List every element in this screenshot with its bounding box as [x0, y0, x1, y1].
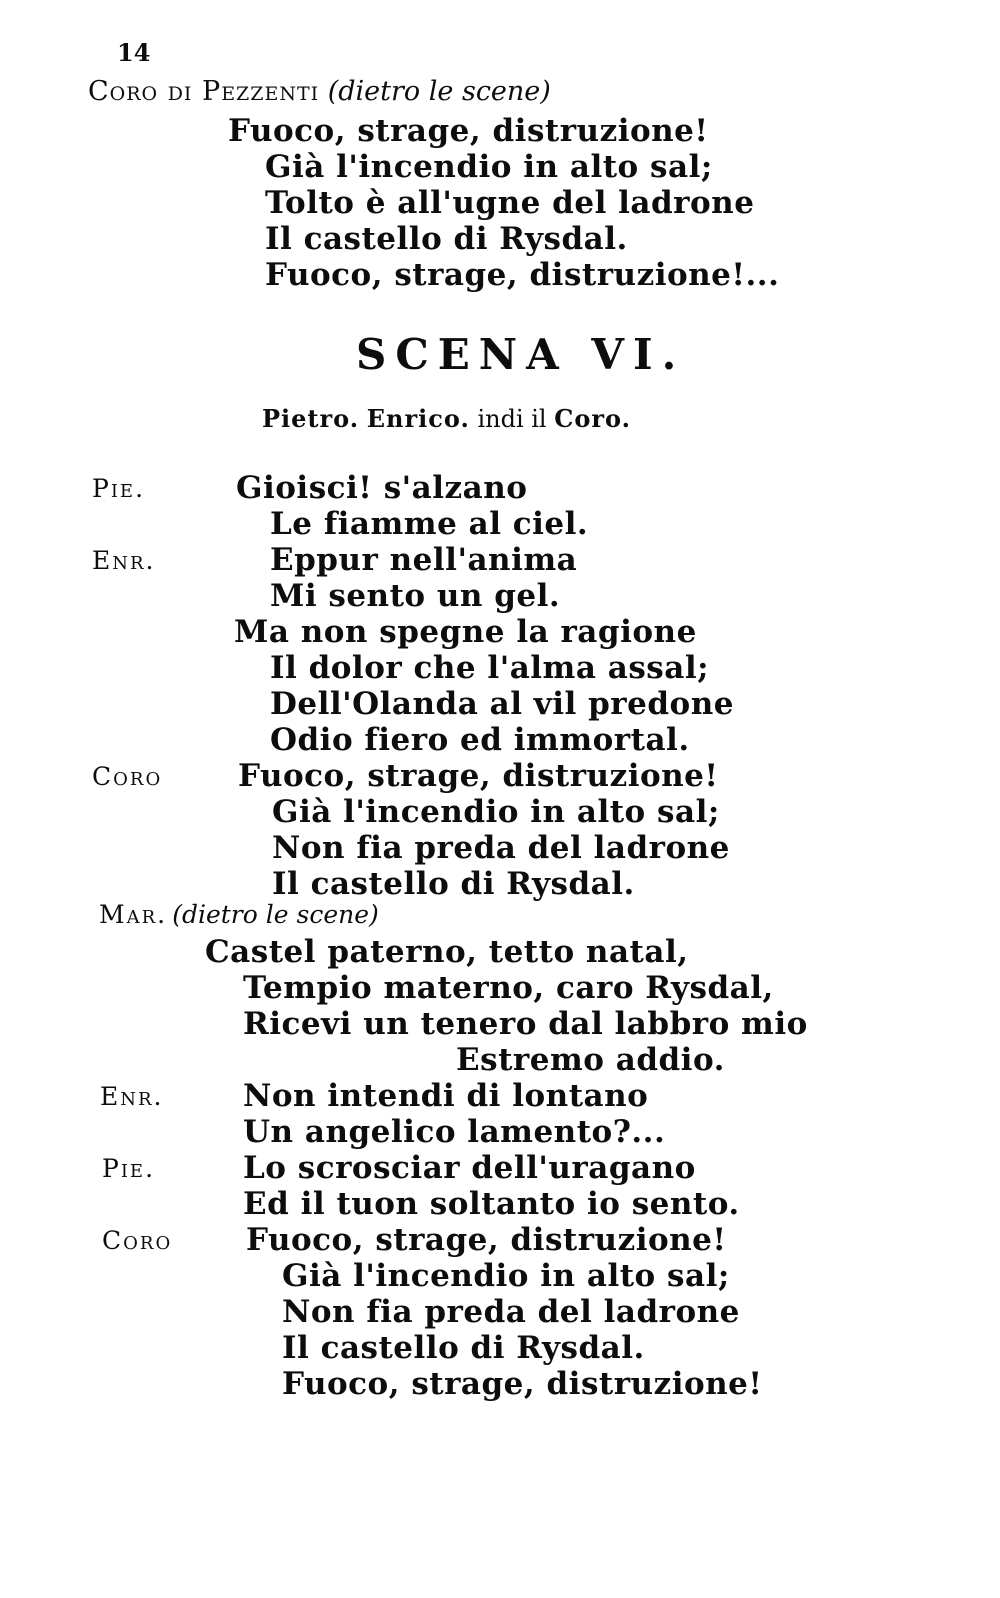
verse-line: Fuoco, strage, distruzione!: [228, 113, 709, 149]
person-pietro: Pietro.: [262, 404, 360, 433]
verse-line: Non fia preda del ladrone: [272, 830, 730, 866]
page-number: 14: [117, 38, 151, 67]
verse-line: Gioisci! s'alzano: [236, 470, 528, 506]
mar-header: [99, 900, 379, 929]
verse-line: Già l'incendio in alto sal;: [272, 794, 720, 830]
person-coro: Coro.: [554, 404, 631, 433]
speaker-coro: Coro: [102, 1226, 173, 1255]
persons-connector: indi il: [477, 405, 547, 433]
verse-line: Non fia preda del ladrone: [282, 1294, 740, 1330]
verse-line: Fuoco, strage, distruzione!...: [265, 257, 780, 293]
verse-line: Mi sento un gel.: [270, 578, 561, 614]
stage-direction: (dietro le scene): [327, 76, 551, 107]
verse-line: Già l'incendio in alto sal;: [282, 1258, 730, 1294]
verse-line: Tempio materno, caro Rysdal,: [243, 970, 774, 1006]
verse-line: Il castello di Rysdal.: [272, 866, 635, 902]
choir-header: [88, 76, 551, 107]
verse-line: Già l'incendio in alto sal;: [265, 149, 713, 185]
person-enrico: Enrico.: [366, 404, 470, 433]
scene-title: SCENA VI.: [356, 330, 686, 379]
stage-direction: (dietro le scene): [172, 900, 379, 929]
speaker-enr: Enr.: [92, 546, 156, 575]
verse-line: Ma non spegne la ragione: [234, 614, 697, 650]
verse-line: Il dolor che l'alma assal;: [270, 650, 710, 686]
verse-line: Estremo addio.: [456, 1042, 725, 1078]
verse-line: Dell'Olanda al vil predone: [270, 686, 734, 722]
verse-line: Le fiamme al ciel.: [270, 506, 589, 542]
verse-line: Castel paterno, tetto natal,: [205, 934, 689, 970]
speaker-coro: Coro: [92, 762, 163, 791]
verse-line: Eppur nell'anima: [270, 542, 578, 578]
verse-line: Non intendi di lontano: [243, 1078, 649, 1114]
verse-line: Odio fiero ed immortal.: [270, 722, 690, 758]
verse-line: Fuoco, strage, distruzione!: [238, 758, 719, 794]
verse-line: Fuoco, strage, distruzione!: [246, 1222, 727, 1258]
verse-line: Un angelico lamento?...: [243, 1114, 666, 1150]
speaker-pie: Pie.: [102, 1154, 156, 1183]
choir-speaker: Coro di Pezzenti: [88, 76, 320, 107]
speaker-pie: Pie.: [92, 474, 146, 503]
speaker-enr: Enr.: [100, 1082, 164, 1111]
scene-persons: [262, 404, 631, 433]
verse-line: Tolto è all'ugne del ladrone: [265, 185, 755, 221]
verse-line: Ed il tuon soltanto io sento.: [243, 1186, 740, 1222]
verse-line: Il castello di Rysdal.: [265, 221, 628, 257]
verse-line: Il castello di Rysdal.: [282, 1330, 645, 1366]
verse-line: Fuoco, strage, distruzione!: [282, 1366, 763, 1402]
verse-line: Ricevi un tenero dal labbro mio: [243, 1006, 808, 1042]
verse-line: Lo scrosciar dell'uragano: [243, 1150, 696, 1186]
speaker-mar: Mar.: [99, 900, 168, 929]
